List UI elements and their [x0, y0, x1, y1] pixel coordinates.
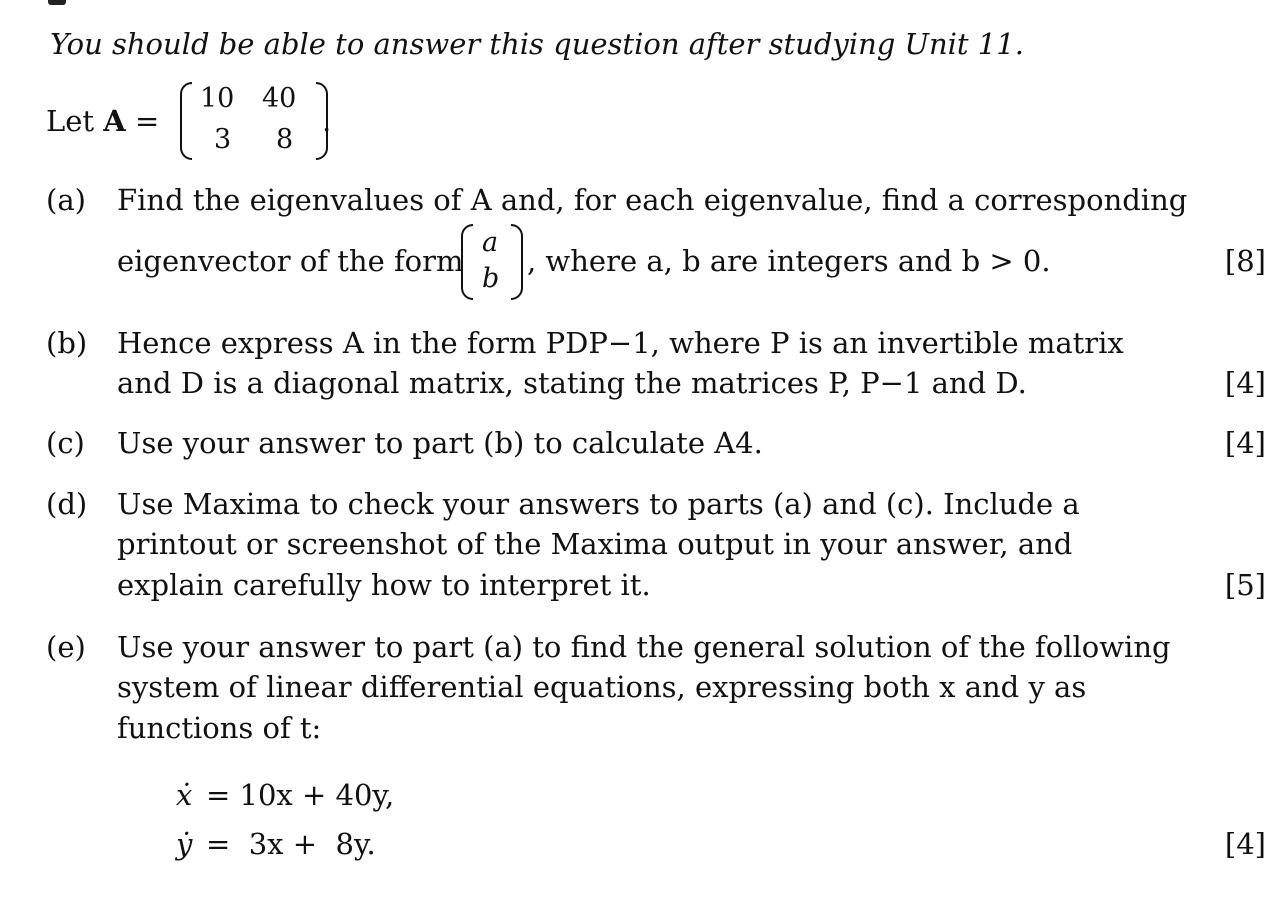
equation-1-rhs: = 10x + 40y,: [206, 778, 395, 812]
left-paren: [461, 224, 473, 300]
vector-entry-a: a: [482, 227, 499, 258]
part-b-line1: Hence express A in the form PDP−1, where P is an invertible matrix: [117, 326, 1124, 360]
left-paren: [180, 82, 192, 160]
part-c-line1: Use your answer to part (b) to calculate A4.: [117, 426, 763, 460]
matrix-A: [180, 82, 328, 160]
part-e-label: (e): [46, 630, 86, 664]
part-d-line3: explain carefully how to interpret it.: [117, 568, 651, 602]
part-b-line2: and D is a diagonal matrix, stating the matrices P, P−1 and D.: [117, 366, 1027, 400]
matrix-cell-12: 40: [262, 83, 297, 114]
intro-text: You should be able to answer this question after studying Unit 11.: [50, 27, 1024, 61]
matrix-cell-21: 3: [214, 124, 232, 155]
right-paren: [511, 224, 523, 300]
matrix-cell-22: 8: [276, 124, 294, 155]
part-a-label: (a): [46, 183, 86, 217]
equation-2-lhs: ẏ: [176, 827, 193, 861]
part-a-line1: Find the eigenvalues of A and, for each eigenvalue, find a corresponding: [117, 183, 1188, 217]
part-b-marks: [4]: [1224, 366, 1266, 400]
part-a-marks: [8]: [1224, 244, 1266, 278]
vector-entry-b: b: [482, 263, 500, 294]
part-e-line3: functions of t:: [117, 711, 322, 745]
part-d-line1: Use Maxima to check your answers to parts (a) and (c). Include a: [117, 487, 1080, 521]
top-edge-mark: [48, 0, 66, 5]
equals-sign: =: [135, 104, 160, 138]
part-e-line2: system of linear differential equations, expressing both x and y as: [117, 670, 1087, 704]
equation-2-rhs: = 3x + 8y.: [206, 827, 376, 861]
part-d-label: (d): [46, 487, 88, 521]
part-d-marks: [5]: [1224, 568, 1266, 602]
eigenvector-form: [461, 224, 523, 300]
matrix-definition: [46, 103, 159, 139]
matrix-period: .: [322, 104, 332, 138]
part-a-line2-post: , where a, b are integers and b > 0.: [527, 244, 1051, 278]
matrix-symbol: A: [103, 104, 126, 138]
part-a-line2-pre: eigenvector of the form: [117, 244, 464, 278]
part-c-marks: [4]: [1224, 426, 1266, 460]
part-b-label: (b): [46, 326, 88, 360]
part-e-line1: Use your answer to part (a) to find the general solution of the following: [117, 630, 1171, 664]
let-word: Let: [46, 104, 95, 138]
part-c-label: (c): [46, 426, 85, 460]
part-e-marks: [4]: [1224, 827, 1266, 861]
equation-1-lhs: ẋ: [176, 778, 193, 812]
part-d-line2: printout or screenshot of the Maxima output in your answer, and: [117, 527, 1073, 561]
matrix-cell-11: 10: [200, 83, 235, 114]
